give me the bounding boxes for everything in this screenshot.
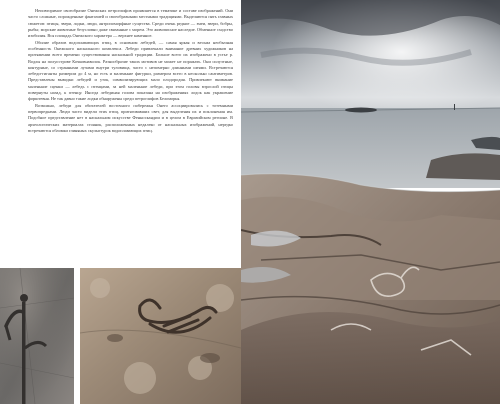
petroglyph-swan-photo <box>80 268 241 404</box>
petroglyph-figure-photo <box>0 268 74 404</box>
left-page <box>0 0 241 404</box>
article-text <box>28 8 233 134</box>
paragraph-1: Неповторимое своеобразие Онежских петроглифов проявляется в тематике и составе изображений. Они часто сложные, порожденные фантазией и своеобразными местными традициями. Выделяются пять главных сюжетов: птицы, звери, лодки, люди, антропоморфные существа. Среди очень редкие — змеи, звери, бобры, рыбы; морские животные безусловно даже связанные с морем. Это живописное наследие. Обменное сходство изобилия. Вся площадь Онежского характера — верхнее каменное. <box>28 8 233 39</box>
paragraph-3: Возможно, лебеди для обитателей восточного побережья Онего ассоциировались с тотемными первопредками. Люди часто видели этих птиц, притягивавших свет, для выделения их и поклонения им. Подобное представление нет в наскальном искусстве Фенноскандии и в целом в Евразийском регионе. В археологических материалах стоянок, расположенных недалеко от наскальных изображений, нередко встречаются обломки глиняных скульптурок водоплавающих птиц. <box>28 102 233 133</box>
landscape-photo <box>241 0 500 404</box>
paragraph-2: Обилие образов водоплавающих птиц, в основном лебедей, — самая яркая и весьма необычная особенность Онежского наскального комплекса. Лебеди привлекали внимание древних художников на протяжении всего времени существования наскальной традиции. Больше всего их изображено в устье р. Водлы на полуострове Кочковнаволок. Разнообразие таких мотивов не может не поражать. Они силуэтные, контурные, со странными лучами внутри туловища, часто с непомерно длинными шеями. Встречаются лебеди-гиганты размером до 4 м, но есть и маленькие фигурки, размером всего в несколько сантиметров. Представлены выводки лебедей и уток, символизирующих мало плодородия. Привлекают внимание маленькие сценки — лебедь с птенцами, за ней маленькие лебеди, при этом головы взрослой птицы повернуты назад, к птенцу. Иногда лебединая голова показана на изображениях лодок как украшение форштевня. Не так давно такие лодки обнаружены среди петроглифов Беломорья. <box>28 39 233 102</box>
